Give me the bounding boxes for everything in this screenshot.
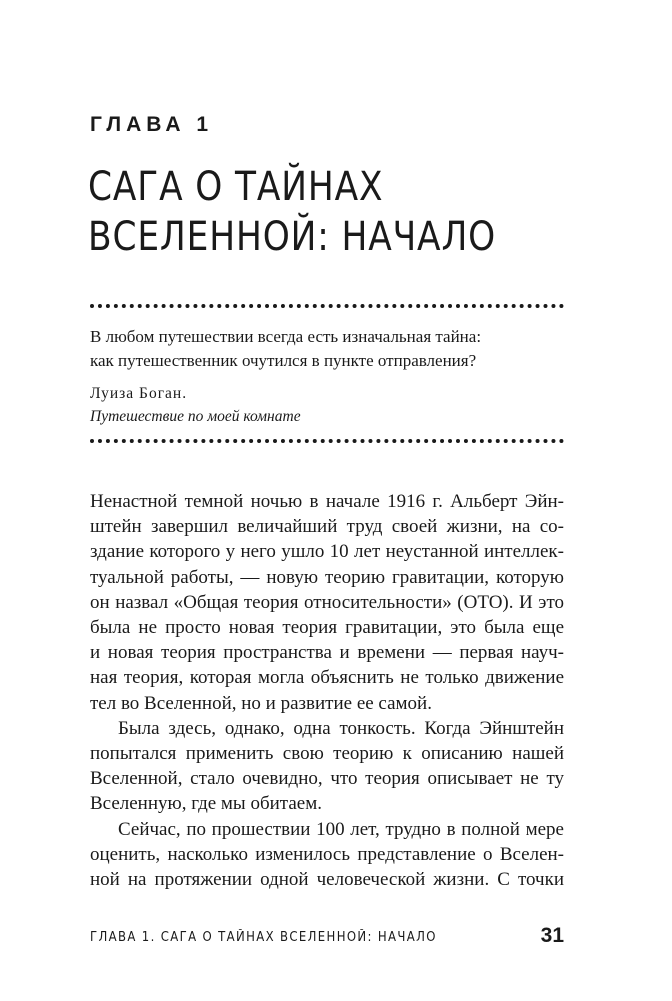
paragraph [90, 489, 564, 716]
epigraph-line: В любом путешествии всегда есть изначальная тайна: [90, 327, 482, 346]
chapter-title [88, 162, 496, 262]
text-line: он назвал «Общая теория относительности» (ОТО). И это [90, 591, 564, 613]
text-line: Была здесь, однако, одна тонкость. Когда Эйнштейн [118, 717, 564, 739]
body-text [90, 489, 564, 892]
text-line: ной на протяжении одной человеческой жизни. С точки [90, 869, 564, 891]
page-number: 31 [540, 924, 564, 947]
text-line: была не просто новая теория гравитации, это была еще [90, 617, 564, 639]
epigraph-source: Путешествие по моей комнате [90, 408, 301, 425]
text-line: и новая теория пространства и времени — первая науч- [90, 642, 564, 664]
chapter-title-line: ВСЕЛЕННОЙ: НАЧАЛО [88, 214, 497, 260]
dotted-divider [90, 439, 564, 443]
text-line: Сейчас, по прошествии 100 лет, трудно в полной мере [118, 818, 564, 840]
text-line: оценить, насколько изменилось представление о Вселен- [90, 843, 564, 865]
page-footer [90, 924, 564, 952]
text-line: штейн завершил величайший труд своей жизни, на со- [90, 516, 564, 538]
epigraph-line: как путешественник очутился в пункте отправления? [90, 351, 477, 370]
text-line: Вселенной, стало очевидно, что теория описывает не ту [90, 768, 564, 790]
paragraph [90, 817, 564, 893]
text-line: Вселенную, где мы обитаем. [90, 793, 322, 815]
text-line: тел во Вселенной, но и развитие ее самой. [90, 692, 432, 714]
chapter-title-line: САГА О ТАЙНАХ [88, 164, 384, 210]
text-line: здание которого у него ушло 10 лет неустанной интеллек- [90, 541, 564, 563]
text-line: ная теория, которая могла объяснить не только движение [90, 667, 564, 689]
epigraph [90, 325, 564, 429]
text-line: попытался применить свою теорию к описанию нашей [90, 743, 564, 765]
text-line: Ненастной темной ночью в начале 1916 г. Альберт Эйн- [90, 491, 564, 512]
epigraph-quote [90, 325, 564, 373]
chapter-label: ГЛАВА 1 [90, 113, 214, 136]
text-line: туальной работы, — новую теорию гравитации, которую [90, 566, 564, 588]
running-head: ГЛАВА 1. САГА О ТАЙНАХ ВСЕЛЕННОЙ: НАЧАЛО [90, 930, 437, 945]
paragraph [90, 716, 564, 817]
epigraph-author: Луиза Боган. [90, 385, 188, 402]
dotted-divider [90, 304, 564, 308]
